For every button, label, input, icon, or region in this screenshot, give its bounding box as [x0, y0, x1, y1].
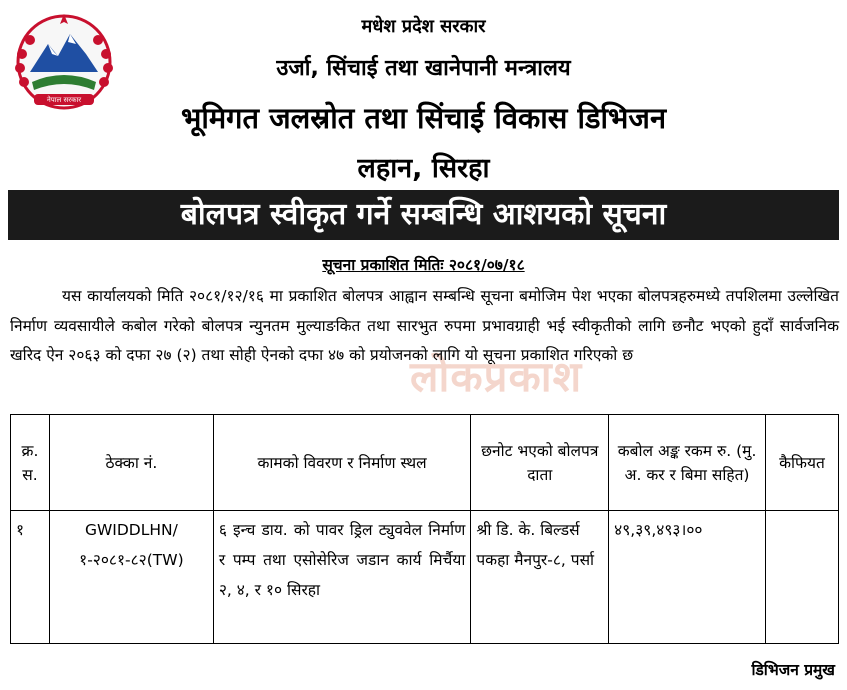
- header-contract-no: ठेक्का नं.: [49, 415, 213, 511]
- emblem-caption: नेपाल सरकार: [46, 96, 82, 104]
- cell-description: ६ इन्च डाय. को पावर ड्रिल ट्युववेल निर्माण र पम्प तथा एसोसेरिज जडान कार्य मिर्चैया २, ४, र १० सिरहा: [213, 511, 471, 644]
- division-name: भूमिगत जलस्रोत तथा सिंचाई विकास डिभिजन: [180, 101, 667, 135]
- table-header-row: [11, 415, 839, 511]
- header-amount: कबोल अङ्क रकम रु. (मु. अ. कर र बिमा सहित): [609, 415, 766, 511]
- government-name: मधेश प्रदेश सरकार: [361, 16, 486, 37]
- notice-paragraph: यस कार्यालयको मिति २०८१/१२/१६ मा प्रकाशित बोलपत्र आह्वान सम्बन्धि सूचना बमोजिम पेश भएका बोलपत्रहरुमध्ये तपशिलमा उल्लेखित निर्माण व्यवसायीले कबोल गरेको बोलपत्र न्युनतम मुल्याङकित तथा सारभुत रुपमा प्रभावग्राही भई स्वीकृतीको लागि छनौट भएको हुदाँ सार्वजनिक खरिद ऐन २०६३ को दफा २७ (२) तथा सोही ऐनको दफा ४७ को प्रयोजनको लागि यो सूचना प्रकाशित गरिएको छ: [10, 287, 839, 364]
- office-location: लहान, सिरहा: [357, 153, 490, 184]
- table-row: [11, 511, 839, 644]
- cell-contract-no: GWIDDLHN/ १-२०८१-८२(TW): [49, 511, 213, 644]
- ministry-name: उर्जा, सिंचाई तथा खानेपानी मन्त्रालय: [276, 56, 571, 81]
- cell-amount: ४९,३९,४९३।००: [609, 511, 766, 644]
- cell-bidder: श्री डि. के. बिल्डर्स पकहा मैनपुर-८, पर्सा: [471, 511, 609, 644]
- header-remarks: कैफियत: [765, 415, 838, 511]
- cell-remarks: [765, 511, 838, 644]
- header-sn: क्र. स.: [11, 415, 50, 511]
- publication-date: सूचना प्रकाशित मितिः २०८१/०७/१८: [322, 256, 525, 274]
- notice-title-banner: बोलपत्र स्वीकृत गर्ने सम्बन्धि आशयको सूचना: [8, 190, 839, 240]
- signatory: डिभिजन प्रमुख: [751, 661, 835, 679]
- cell-sn: १: [11, 511, 50, 644]
- watermark: लोकप्रकाश: [410, 352, 583, 401]
- tender-table: [10, 414, 839, 644]
- header-bidder: छनोट भएको बोलपत्र दाता: [471, 415, 609, 511]
- publication-date-line: [0, 253, 847, 275]
- header-description: कामको विवरण र निर्माण स्थल: [213, 415, 471, 511]
